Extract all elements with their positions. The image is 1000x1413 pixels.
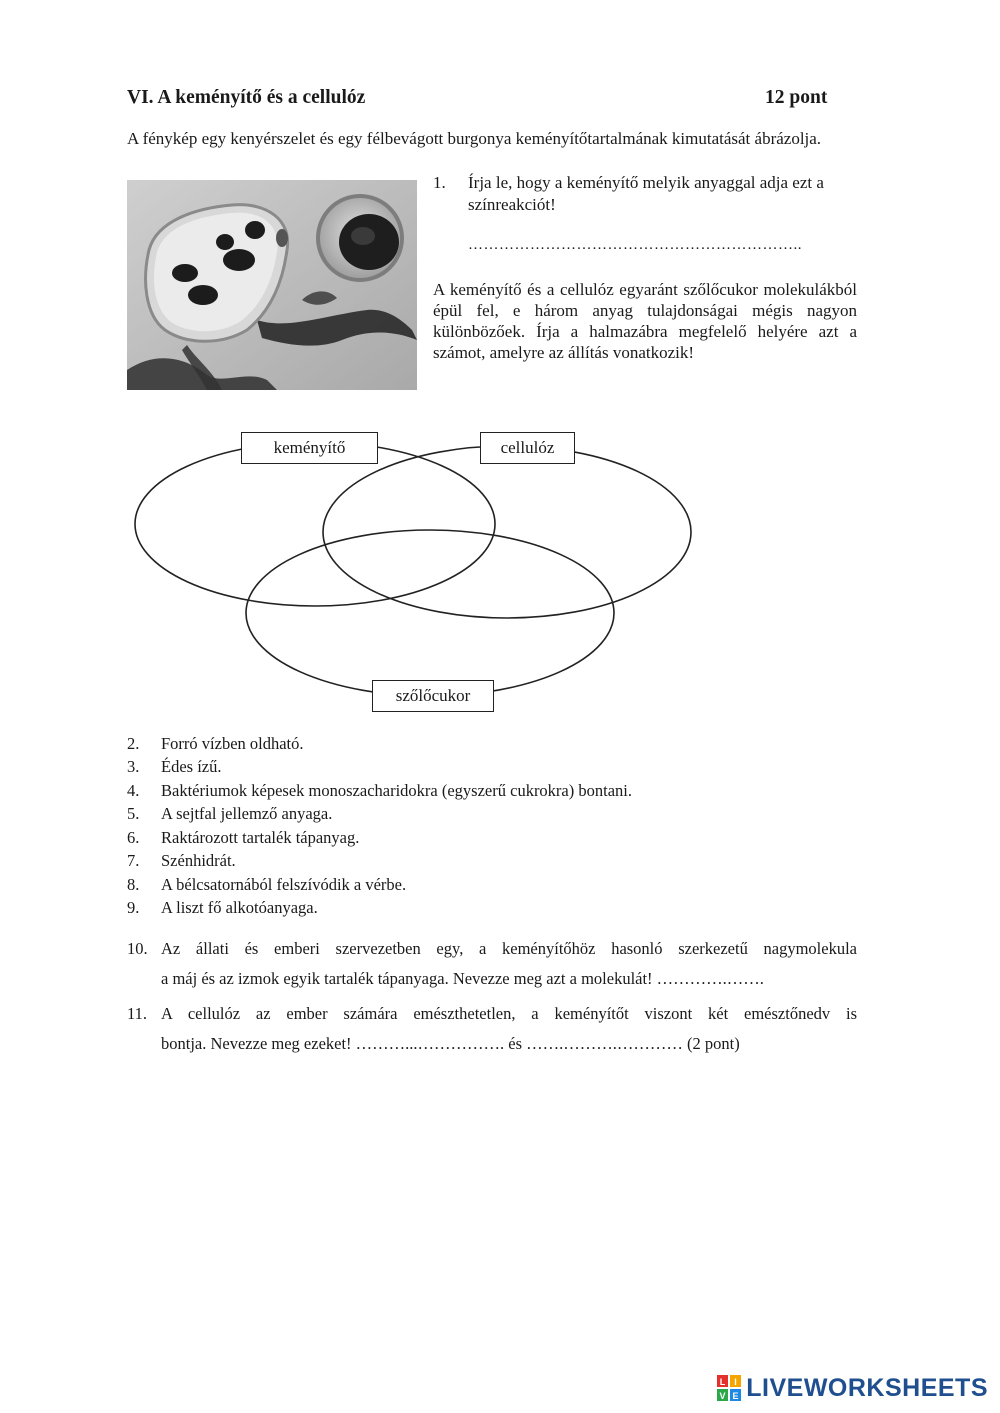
question-10-line-2[interactable]: a máj és az izmok egyik tartalék tápanyaga. Nevezze meg azt a molekulát! ………….…….: [161, 969, 764, 988]
venn-ellipse-kemenyito[interactable]: [135, 442, 495, 606]
question-10-number: 10.: [127, 939, 148, 958]
question-10-line-1: Az állati és emberi szervezetben egy, a keményítőhöz hasonló szerkezetű nagymolekula: [161, 939, 857, 958]
section-title: VI. A keményítő és a cellulóz: [127, 87, 366, 108]
venn-instructions: A keményítő és a cellulóz egyaránt szőlőcukor molekulákból épül fel, e három anyag tulajdonságai mégis nagyon különbözőek. Írja a halmazábra megfelelő helyére azt a számot, amelyre az állítás vonatkozik!: [433, 280, 857, 362]
question-1-answer-line[interactable]: ………………………………………………………..: [468, 237, 802, 253]
venn-ellipse-cellulose[interactable]: [323, 446, 691, 618]
question-1-number: 1.: [433, 173, 446, 192]
svg-text:I: I: [734, 1377, 738, 1387]
venn-diagram: [125, 420, 715, 720]
question-1-text: Írja le, hogy a keményítő melyik anyaggal adja ezt a színreakciót!: [468, 173, 824, 214]
liveworksheets-logo[interactable]: [716, 1373, 988, 1403]
venn-label-kemenyito: keményítő: [241, 432, 378, 464]
liveworksheets-logo-icon: [716, 1374, 742, 1402]
svg-text:L: L: [720, 1377, 726, 1387]
liveworksheets-brand-text: LIVEWORKSHEETS: [746, 1374, 988, 1402]
venn-label-glucose: szőlőcukor: [372, 680, 494, 712]
intro-text: A fénykép egy kenyérszelet és egy félbevágott burgonya keményítőtartalmának kimutatását ábrázolja.: [127, 129, 822, 148]
svg-text:V: V: [719, 1391, 726, 1401]
question-11-line-1: A cellulóz az ember számára emészthetetlen, a keményítőt viszont két emésztőnedv is: [161, 1004, 857, 1023]
starch-test-photo: [127, 180, 417, 390]
venn-label-cellulose: cellulóz: [480, 432, 575, 464]
question-11-line-2[interactable]: bontja. Nevezze meg ezeket! ………...……………. és …….……….………… (2 pont): [161, 1034, 740, 1053]
venn-ellipse-glucose[interactable]: [246, 530, 614, 696]
question-11-number: 11.: [127, 1004, 148, 1023]
svg-text:E: E: [732, 1391, 739, 1401]
points-label: 12 pont: [765, 87, 828, 108]
